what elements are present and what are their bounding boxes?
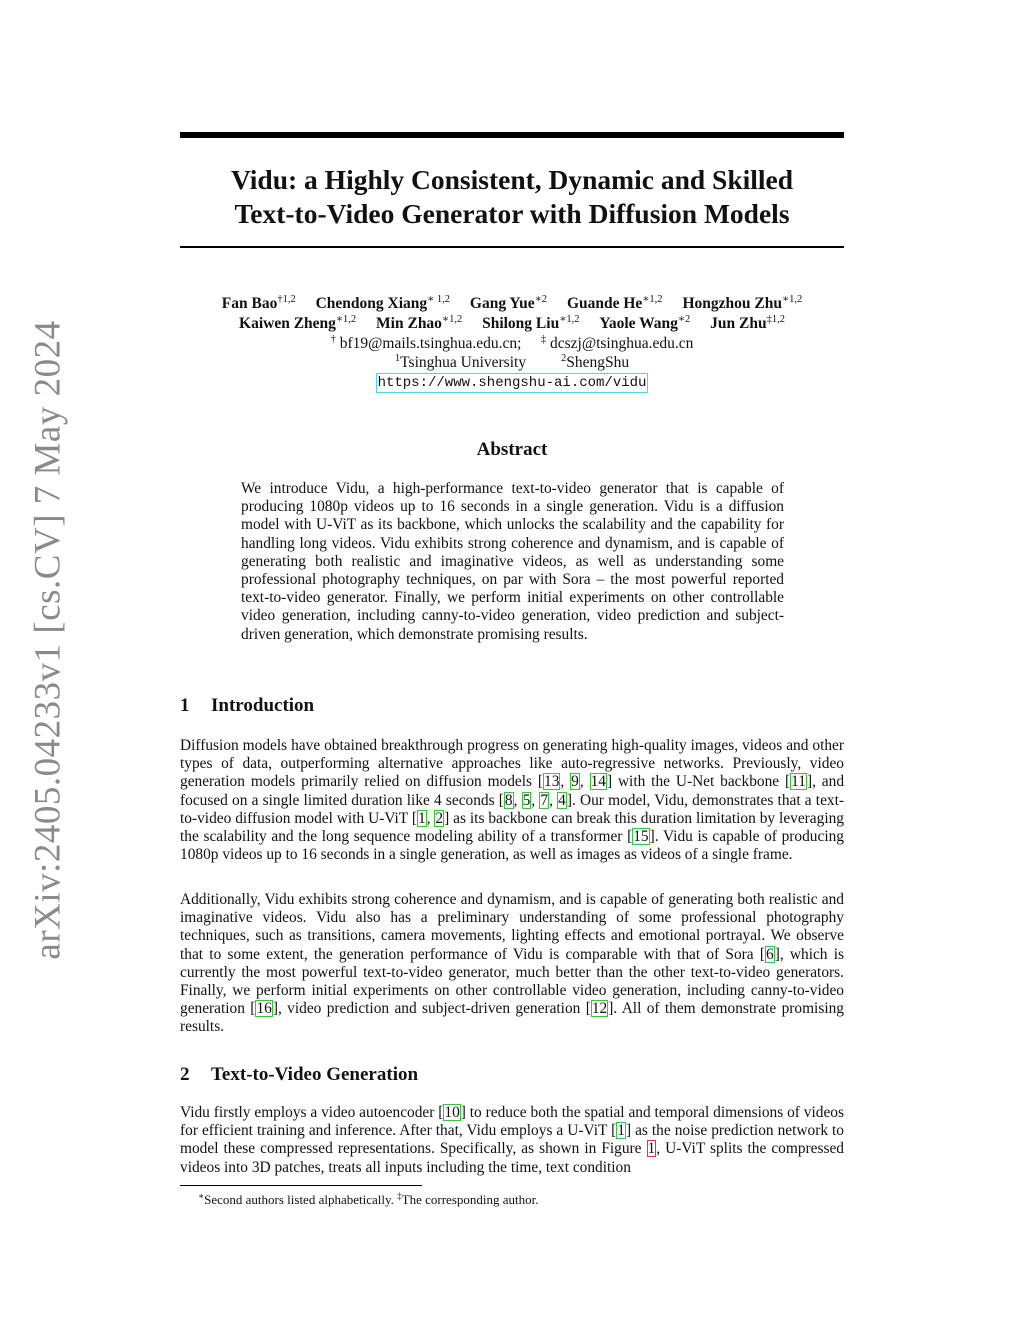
footnote-rule	[180, 1185, 422, 1186]
author: Chendong Xiang$^{∗ 1,2}$	[315, 294, 451, 312]
project-url-row	[180, 373, 844, 393]
paper-title	[180, 163, 844, 231]
email-bao[interactable]: bf19@mails.tsinghua.edu.cn;	[339, 335, 522, 352]
author-list-row-2	[180, 315, 844, 333]
abstract-heading: Abstract	[476, 439, 548, 460]
citation-link[interactable]: 1	[417, 809, 426, 827]
author: Jun Zhu$^{\ddagger 1,2}$	[710, 314, 785, 332]
author-list-row-1	[180, 295, 844, 313]
author: Hongzhou Zhu$^{∗1,2}$	[682, 294, 803, 312]
citation-link[interactable]: 6	[765, 945, 774, 963]
citation-link[interactable]: 8	[504, 791, 513, 809]
author: Guande $He^{∗1,2}$	[566, 294, 663, 312]
citation-link[interactable]: 5	[522, 791, 531, 809]
author: Yaole Wang$^{∗2}$	[599, 314, 691, 332]
footnote: ∗Second authors listed alphabetically. ‡The corresponding author.	[198, 1191, 539, 1207]
citation-link[interactable]: 10	[444, 1104, 460, 1121]
citation-link[interactable]: 9	[571, 773, 579, 791]
project-url-link[interactable]: https://www.shengshu-ai.com/vidu	[377, 375, 647, 391]
intro-paragraph-1: Diffusion models have obtained breakthrough progress on generating high-quality images, videos and other types of data, outperforming alternative approaches like auto-regressive networks. Previously, video generation models primarily relied on diffusion models [13, 9, 14] with the U-Net backbone [11], and focused on a single limited duration like 4 seconds [8, 5, 7, 4]. Our model, Vidu, demonstrates that a text-to-video diffusion model with U-ViT [1, 2] as its backbone can break this duration limitation by leveraging the scalability and the long sequence modeling ability of a transformer [15]. Vidu is capable of producing 1080p videos up to 16 seconds in a single generation, as well as images as videos of a single frame.	[180, 737, 845, 864]
section-heading-text-to-video: 2 Text-to-Video Generation	[180, 1064, 419, 1085]
citation-link[interactable]: 1	[617, 1122, 625, 1140]
arxiv-identifier-stamp: arXiv:2405.04233v1 [cs.CV] 7 May 2024	[27, 320, 69, 960]
figure-reference-link[interactable]: 1	[647, 1140, 656, 1158]
title-top-rule	[180, 132, 844, 138]
author: Kaiwen Zheng$^{∗1,2}$	[239, 314, 357, 332]
section-heading-introduction: 1 Introduction	[180, 695, 315, 716]
citation-link[interactable]: 13	[544, 773, 560, 791]
citation-link[interactable]: 15	[633, 828, 649, 846]
title-line-1: Vidu: a Highly Consistent, Dynamic and Skilled	[230, 164, 794, 195]
author: Fan Bao$^{\dagger 1,2}$	[221, 294, 296, 312]
citation-link[interactable]: 16	[256, 1000, 272, 1018]
t2v-paragraph-1: Vidu firstly employs a video autoencoder [10] to reduce both the spatial and temporal dimensions of videos for efficient training and inference. After that, Vidu employs a U-ViT [1] as the noise prediction network to model these compressed representations. Specifically, as shown in Figure 1, U-ViT splits the compressed videos into 3D patches, treats all inputs including the time, text condition	[180, 1104, 845, 1176]
citation-link[interactable]: 14	[590, 773, 606, 791]
citation-link[interactable]: 2	[435, 809, 444, 827]
title-line-2: Text-to-Video Generator with Diffusion Models	[234, 198, 790, 229]
affiliations: $^1$Tsinghua University $^2$ShengShu	[394, 353, 630, 371]
author: Min Zhao$^{∗1,2}$	[376, 314, 463, 332]
author: Shilong Liu$^{∗1,2}$	[482, 314, 580, 332]
citation-link[interactable]: 7	[540, 791, 549, 809]
abstract-body: We introduce Vidu, a high-performance text-to-video generator that is capable of producing 1080p videos up to 16 seconds in a single generation. Vidu is a diffusion model with U-ViT as its backbone, which unlocks the scalability and the capability for handling long videos. Vidu exhibits strong coherence and dynamism, and is capable of generating both realistic and imaginative videos, as well as understanding some professional photography techniques, on par with Sora – the most powerful reported text-to-video generator. Finally, we perform initial experiments on other controllable video generation, including canny-to-video generation, video prediction and subject-driven generation, which demonstrate promising results.	[241, 480, 784, 643]
author-emails: † bf19@mails.tsinghua.edu.cn; ‡ dcszj@tsinghua.edu.cn	[330, 334, 694, 352]
citation-link[interactable]: 11	[791, 773, 806, 791]
title-bottom-rule	[180, 246, 844, 248]
intro-paragraph-2: Additionally, Vidu exhibits strong coherence and dynamism, and is capable of generating both realistic and imaginative videos. Vidu also has a preliminary understanding of some professional photography techniques, such as transitions, camera movements, lighting effects and emotional portrayal. We observe that to some extent, the generation performance of Vidu is comparable with that of Sora [6], which is currently the most powerful text-to-video generator, much better than the other text-to-video generators. Finally, we perform initial experiments on other controllable video generation, including canny-to-video generation [16], video prediction and subject-driven generation [12]. All of them demonstrate promising results.	[180, 891, 844, 1036]
email-zhu[interactable]: dcszj@tsinghua.edu.cn	[549, 335, 694, 352]
citation-link[interactable]: 12	[591, 1000, 608, 1018]
author: Gang Yue$^{∗2}$	[469, 294, 548, 312]
citation-link[interactable]: 4	[558, 791, 566, 809]
